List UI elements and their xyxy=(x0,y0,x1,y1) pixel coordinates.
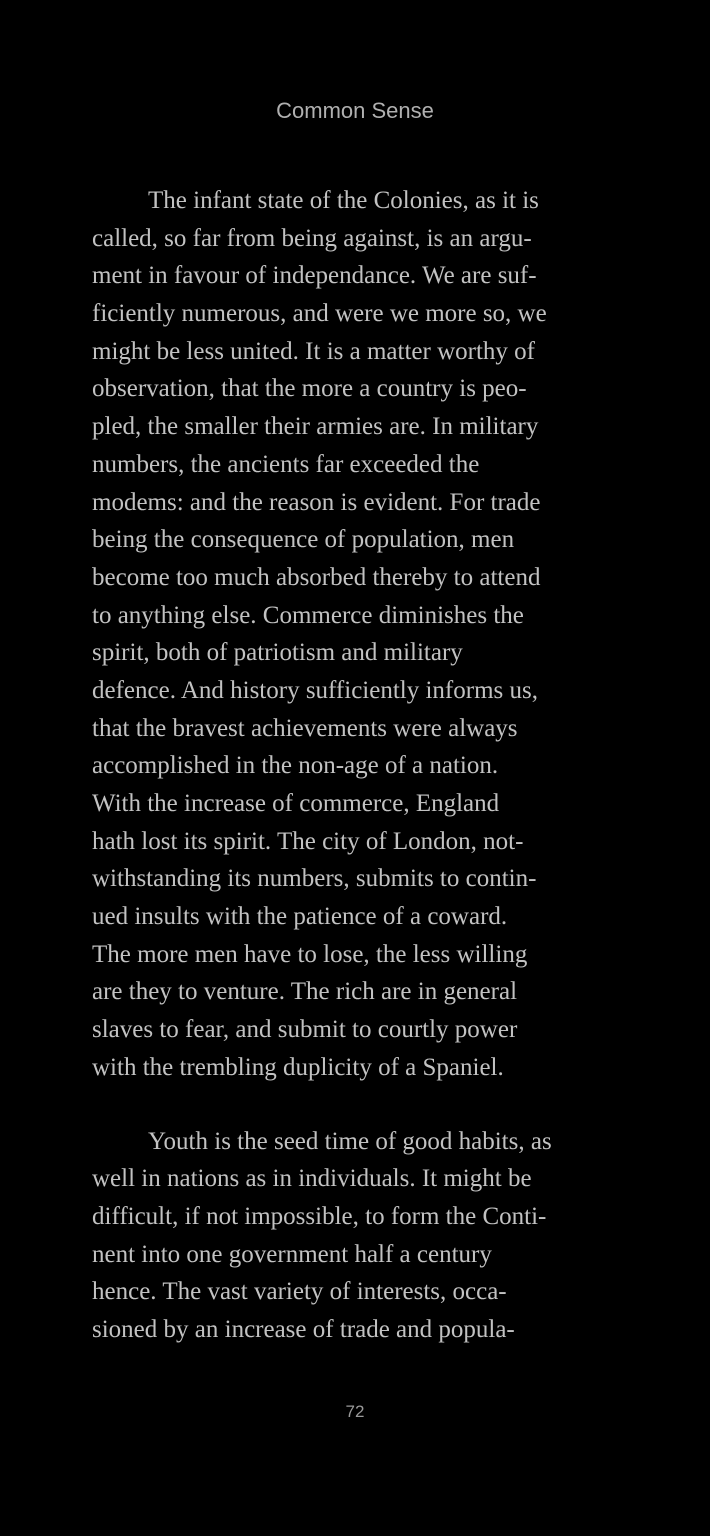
text-line: nent into one government half a century xyxy=(92,1240,492,1268)
paragraph xyxy=(92,182,652,1087)
text-line: sioned by an increase of trade and popula- xyxy=(92,1315,515,1343)
text-line: hath lost its spirit. The city of London, not- xyxy=(92,827,524,855)
text-line: ment in favour of independance. We are suf- xyxy=(92,262,537,290)
text-line: pled, the smaller their armies are. In military xyxy=(92,413,539,441)
paragraph-spacer xyxy=(92,1087,652,1123)
text-line: The infant state of the Colonies, as it is xyxy=(148,187,539,214)
text-line: Youth is the seed time of good habits, as xyxy=(148,1127,552,1155)
text-line: ued insults with the patience of a coward. xyxy=(92,903,508,931)
text-line: accomplished in the non-age of a nation. xyxy=(92,752,499,780)
text-line: With the increase of commerce, England xyxy=(92,790,500,817)
text-line: are they to venture. The rich are in general xyxy=(92,978,518,1006)
book-title: Common Sense xyxy=(276,98,434,123)
text-line: difficult, if not impossible, to form the Conti- xyxy=(92,1202,547,1230)
text-line: hence. The vast variety of interests, occa- xyxy=(92,1278,507,1306)
text-line: The more men have to lose, the less willing xyxy=(92,940,528,968)
text-line: spirit, both of patriotism and military xyxy=(92,639,463,667)
page-content[interactable] xyxy=(92,182,652,1349)
text-line: numbers, the ancients far exceeded the xyxy=(92,450,480,478)
text-line: called, so far from being against, is an argu- xyxy=(92,224,532,252)
text-line: modems: and the reason is evident. For trade xyxy=(92,488,541,516)
text-line: ficiently numerous, and were we more so, we xyxy=(92,300,547,328)
text-line: with the trembling duplicity of a Spaniel. xyxy=(92,1053,504,1081)
text-line: might be less united. It is a matter worthy of xyxy=(92,337,535,365)
text-line: become too much absorbed thereby to attend xyxy=(92,563,541,591)
text-line: to anything else. Commerce diminishes the xyxy=(92,601,524,629)
text-line: well in nations as in individuals. It might be xyxy=(92,1165,532,1193)
paragraph xyxy=(92,1123,652,1349)
text-line: slaves to fear, and submit to courtly power xyxy=(92,1016,518,1044)
page-number: 72 xyxy=(345,1402,365,1421)
text-line: that the bravest achievements were always xyxy=(92,714,518,742)
text-line: withstanding its numbers, submits to contin- xyxy=(92,865,537,893)
text-line: defence. And history sufficiently informs us, xyxy=(92,676,538,704)
text-line: being the consequence of population, men xyxy=(92,526,515,554)
text-line: observation, that the more a country is peo- xyxy=(92,375,527,403)
